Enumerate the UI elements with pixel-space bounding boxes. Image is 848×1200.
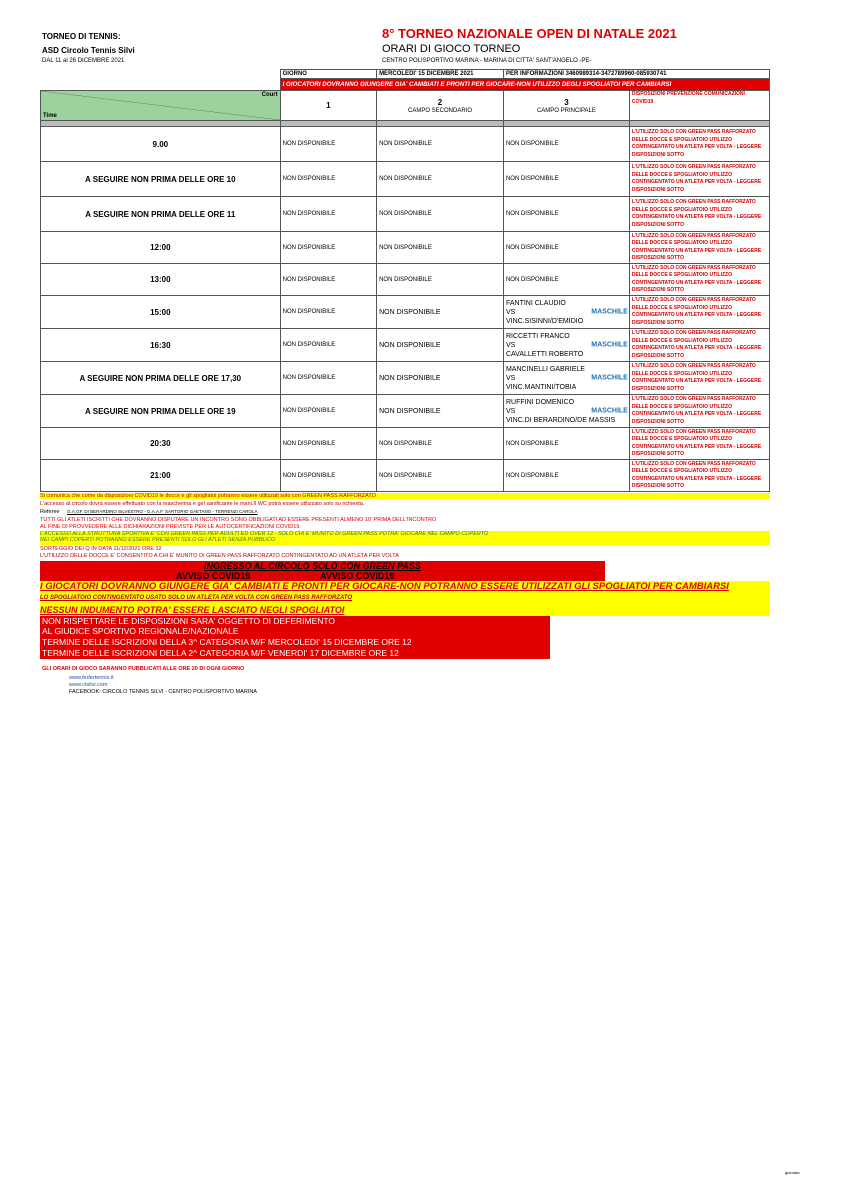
court-1-cell: NON DISPONIBILE [280, 395, 376, 428]
referee-line [40, 509, 770, 515]
covid-note-cell: L'UTILIZZO SOLO CON GREEN PASS RAFFORZATO DELLE DOCCE E SPOGLIATOIO UTILIZZO CONTINGENTATO UN ATLETA PER VOLTA - LEGGERE DISPOSIZIONI SOTTO [629, 428, 769, 460]
court-2-cell: NON DISPONIBILE [377, 395, 504, 428]
court-2-cell: NON DISPONIBILE [377, 428, 504, 460]
category-label: MASCHILE [591, 341, 628, 349]
court-2-number: 2 [437, 97, 443, 107]
note-dichiarazioni: AL FINE DI PROVVEDERE ALLE DICHIARAZIONI PREVISTE PER LE AUTOCERTIFICAZIONI COVID19. [40, 524, 301, 530]
table-row [41, 264, 770, 296]
category-label: MASCHILE [591, 374, 628, 382]
page-title: 8° TORNEO NAZIONALE OPEN DI NATALE 2021 [382, 26, 677, 41]
table-row [41, 197, 770, 232]
indumento-band: NESSUN INDUMENTO POTRA' ESSERE LASCIATO NEGLI SPOGLIATOI [40, 605, 770, 616]
time-label: Time [43, 113, 57, 119]
court-3-header [503, 91, 629, 121]
slot-time: A SEGUIRE NON PRIMA DELLE ORE 11 [41, 197, 281, 232]
avviso-covid-1: AVVISO COVID19 [176, 571, 251, 581]
giorno-label: GIORNO [282, 71, 307, 77]
venue: CENTRO POLISPORTIVO MARINA - MARINA DI CITTA' SANT'ANGELO -PE- [382, 58, 592, 64]
red-notice-row [41, 79, 770, 91]
court-3-cell: NON DISPONIBILE [503, 197, 629, 232]
schedule-table [40, 69, 770, 492]
slot-time: 16:30 [41, 329, 281, 362]
covid-note-cell: L'UTILIZZO SOLO CON GREEN PASS RAFFORZATO DELLE DOCCE E SPOGLIATOIO UTILIZZO CONTINGENTATO UN ATLETA PER VOLTA - LEGGERE DISPOSIZIONI SOTTO [629, 232, 769, 264]
covid-note-cell: L'UTILIZZO SOLO CON GREEN PASS RAFFORZATO DELLE DOCCE E SPOGLIATOIO UTILIZZO CONTINGENTATO UN ATLETA PER VOLTA - LEGGERE DISPOSIZIONI SOTTO [629, 329, 769, 362]
covid-note-cell: L'UTILIZZO SOLO CON GREEN PASS RAFFORZATO DELLE DOCCE E SPOGLIATOIO UTILIZZO CONTINGENTATO UN ATLETA PER VOLTA - LEGGERE DISPOSIZIONI SOTTO [629, 127, 769, 162]
note-docce: L'UTILIZZO DELLE DOCCE E' CONSENTITO A CHI E' MUNITO DI GREEN PASS RAFFORZATO CONTINGENTATO AD UN ATLETA PER VOLTA [40, 553, 399, 559]
court-3-cell [503, 362, 629, 395]
referee-label: Referee [40, 509, 60, 515]
court-3-cell: NON DISPONIBILE [503, 127, 629, 162]
referee-names: G.A.GF. DI BERARDINO SILVESTRO - G.A.A.F. SARTORIO GAETANO - TERRENZI CAROLA [67, 509, 258, 514]
ingresso-text: INGRESSO AL CIRCOLO SOLO CON GREEN PASS [204, 561, 421, 571]
note-accesso-box [40, 531, 770, 545]
slot-time: 15:00 [41, 296, 281, 329]
court-1-header [280, 91, 376, 121]
court-2-cell: NON DISPONIBILE [377, 460, 504, 492]
covid-note-cell: L'UTILIZZO SOLO CON GREEN PASS RAFFORZATO DELLE DOCCE E SPOGLIATOIO UTILIZZO CONTINGENTATO UN ATLETA PER VOLTA - LEGGERE DISPOSIZIONI SOTTO [629, 162, 769, 197]
court-1-cell: NON DISPONIBILE [280, 162, 376, 197]
diagonal-divider [41, 91, 280, 120]
court-2-header [377, 91, 504, 121]
slot-time: 12:00 [41, 232, 281, 264]
slot-time: A SEGUIRE NON PRIMA DELLE ORE 10 [41, 162, 281, 197]
court-2-cell: NON DISPONIBILE [377, 264, 504, 296]
category-label: MASCHILE [591, 407, 628, 415]
covid-note-cell: L'UTILIZZO SOLO CON GREEN PASS RAFFORZATO DELLE DOCCE E SPOGLIATOIO UTILIZZO CONTINGENTATO UN ATLETA PER VOLTA - LEGGERE DISPOSIZIONI SOTTO [629, 264, 769, 296]
table-row [41, 329, 770, 362]
note-campi-coperti: NEI CAMPI COPERTI POTRANNO ESSERE PRESENTI SOLO GLI ATLETI SENZA PUBBLICO [40, 537, 276, 543]
court-3-cell [503, 296, 629, 329]
player-name: VINC.MANTINI/TOBIA [505, 383, 577, 391]
slot-time: 13:00 [41, 264, 281, 296]
versus-label: VS [505, 374, 516, 382]
slot-time: 21:00 [41, 460, 281, 492]
court-2-cell: NON DISPONIBILE [377, 197, 504, 232]
covid-note-cell: L'UTILIZZO SOLO CON GREEN PASS RAFFORZATO DELLE DOCCE E SPOGLIATOIO UTILIZZO CONTINGENTATO UN ATLETA PER VOLTA - LEGGERE DISPOSIZIONI SOTTO [629, 197, 769, 232]
giungere-band: I GIOCATORI DOVRANNO GIUNGERE GIA' CAMBIATI E PRONTI PER GIOCARE-NON POTRANNO ESSERE UTILIZZATI GLI SPOGLIATOI PER CAMBIARSI [40, 581, 770, 595]
spogliatoio-band: LO SPOGLIATOIO CONTINGENTATO USATO SOLO UN ATLETA PER VOLTA CON GREEN PASS RAFFORZATO [40, 595, 770, 605]
court-3-cell: NON DISPONIBILE [503, 428, 629, 460]
termine-2-cat: TERMINE DELLE ISCRIZIONI DELLA 2^ CATEGORIA M/F VENERDI' 17 DICEMBRE ORE 12 [42, 648, 399, 658]
ingresso-band [40, 561, 605, 581]
court-2-cell: NON DISPONIBILE [377, 232, 504, 264]
slot-time: 20:30 [41, 428, 281, 460]
court-3-sub: CAMPO PRINCIPALE [536, 107, 596, 114]
covid-note-cell: L'UTILIZZO SOLO CON GREEN PASS RAFFORZATO DELLE DOCCE E SPOGLIATOIO UTILIZZO CONTINGENTATO UN ATLETA PER VOLTA - LEGGERE DISPOSIZIONI SOTTO [629, 362, 769, 395]
covid-note-cell: L'UTILIZZO SOLO CON GREEN PASS RAFFORZATO DELLE DOCCE E SPOGLIATOIO UTILIZZO CONTINGENTATO UN ATLETA PER VOLTA - LEGGERE DISPOSIZIONI SOTTO [629, 460, 769, 492]
court-2-cell: NON DISPONIBILE [377, 362, 504, 395]
page-subtitle: ORARI DI GIOCO TORNEO [382, 43, 521, 55]
court-1-cell: NON DISPONIBILE [280, 296, 376, 329]
court-3-number: 3 [564, 97, 569, 107]
footer-facebook: FACEBOOK: CIRCOLO TENNIS SILVI - CENTRO POLISPORTIVO MARINA [69, 689, 257, 695]
court-1-cell: NON DISPONIBILE [280, 197, 376, 232]
court-1-cell: NON DISPONIBILE [280, 127, 376, 162]
table-row [41, 460, 770, 492]
player-name: RUFFINI DOMENICO [505, 398, 575, 406]
covid-header: DISPOSIZIONI PREVENZIONE COMUNICAZIONI COVID19 [629, 91, 769, 121]
court-2-sub: CAMPO SECONDARIO [408, 107, 473, 114]
court-2-cell: NON DISPONIBILE [377, 127, 504, 162]
tournament-dates: DAL 11 al 26 DICEMBRE 2021 [42, 58, 125, 64]
court-1-cell: NON DISPONIBILE [280, 428, 376, 460]
court-2-cell: NON DISPONIBILE [377, 329, 504, 362]
court-3-cell: NON DISPONIBILE [503, 264, 629, 296]
page-footer-mark: giornata [785, 1170, 800, 1175]
table-row [41, 232, 770, 264]
player-name: VINC.DI BERARDINO/DE MASSIS [505, 416, 616, 424]
player-name: MANCINELLI GABRIELE [505, 365, 585, 373]
slot-time: A SEGUIRE NON PRIMA DELLE ORE 19 [41, 395, 281, 428]
table-row [41, 296, 770, 329]
giorno-value: MERCOLEDI' 15 DICEMBRE 2021 [379, 71, 474, 77]
deferimento-line2: AL GIUDICE SPORTIVO REGIONALE/NAZIONALE [42, 626, 239, 636]
court-3-cell [503, 395, 629, 428]
player-name: FANTINI CLAUDIO [505, 299, 566, 307]
table-row [41, 428, 770, 460]
info-row [41, 70, 770, 79]
link-ctsilvi[interactable]: www.ctsilvi.com [69, 682, 108, 688]
org-line2: ASD Circolo Tennis Silvi [42, 46, 135, 55]
table-row [41, 395, 770, 428]
court-3-cell: NON DISPONIBILE [503, 460, 629, 492]
versus-label: VS [505, 308, 516, 316]
court-time-header [41, 91, 281, 121]
org-line1: TORNEO DI TENNIS: [42, 32, 121, 41]
table-row [41, 362, 770, 395]
player-name: VINC.SISINNI/D'EMIDIO [505, 317, 584, 325]
court-2-cell: NON DISPONIBILE [377, 162, 504, 197]
table-row [41, 127, 770, 162]
red-notice: I GIOCATORI DOVRANNO GIUNGERE GIA' CAMBIATI E PRONTI PER GIOCARE-NON UTILIZZO DEGLI SPOGLIATOI PER CAMBIARSI [280, 79, 769, 91]
category-label: MASCHILE [591, 308, 628, 316]
info-phone: PER INFORMAZIONI 3460989314-3472789960-085930741 [505, 71, 667, 77]
versus-label: VS [505, 407, 516, 415]
note-mascherina: L'accesso al circolo dovrà essere effettuato con la mascherina e gel sanificante le mani.Il WC potrà essere utilizzato solo su richiesta. [40, 501, 365, 507]
deferimento-box [40, 616, 550, 659]
court-1-cell: NON DISPONIBILE [280, 460, 376, 492]
covid-note-cell: L'UTILIZZO SOLO CON GREEN PASS RAFFORZATO DELLE DOCCE E SPOGLIATOIO UTILIZZO CONTINGENTATO UN ATLETA PER VOLTA - LEGGERE DISPOSIZIONI SOTTO [629, 395, 769, 428]
note-greenpass: Si comunica che come da disposizioni COVID19 le docce e gli spogliatoi potranno essere utilizzati solo con GREEN PASS RAFFORZATO [40, 493, 770, 499]
court-3-cell: NON DISPONIBILE [503, 162, 629, 197]
avviso-covid-2: AVVISO COVID19 [320, 571, 395, 581]
table-row [41, 162, 770, 197]
slot-time: 9.00 [41, 127, 281, 162]
note-presenti: TUTTI GLI ATLETI ISCRITTI CHE DOVRANNO DISPUTARE UN INCONTRO SONO OBBLIGATI AD ESSERE PRESENTI ALMENO 10' PRIMA DELL'INCONTRO [40, 517, 437, 523]
court-3-cell: NON DISPONIBILE [503, 232, 629, 264]
player-name: RICCETTI FRANCO [505, 332, 570, 340]
court-1-cell: NON DISPONIBILE [280, 329, 376, 362]
note-sorteggio: SORTEGGIO DEI Q IN DATA 11/12/2021 ORE 12 [40, 546, 162, 552]
court-1-cell: NON DISPONIBILE [280, 362, 376, 395]
note-accesso: L'ACCESSO ALLA STRUTTURA SPORTIVA E' CON GREEN PASS PER ADULTI ED OVER 12 - SOLO CHI E' MUNITO DI GREEN PASS POTRA' GIOCARE NEL CAMPO COPERTO [40, 531, 489, 537]
versus-label: VS [505, 341, 516, 349]
court-2-cell: NON DISPONIBILE [377, 296, 504, 329]
termine-3-cat: TERMINE DELLE ISCRIZIONI DELLA 3^ CATEGORIA M/F MERCOLEDI' 15 DICEMBRE ORE 12 [42, 637, 412, 647]
slot-time: A SEGUIRE NON PRIMA DELLE ORE 17,30 [41, 362, 281, 395]
court-1-number: 1 [326, 100, 331, 110]
deferimento-line1: NON RISPETTARE LE DISPOSIZIONI SARA' OGGETTO DI DEFERIMENTO [42, 616, 336, 626]
link-federtennis[interactable]: www.federtennis.it [69, 675, 114, 681]
court-header-row [41, 91, 770, 121]
court-label: Court [261, 92, 278, 98]
court-3-cell [503, 329, 629, 362]
court-1-cell: NON DISPONIBILE [280, 232, 376, 264]
footer-orari: GLI ORARI DI GIOCO SARANNO PUBBLICATI ALLE ORE 20 DI OGNI GIORNO [42, 666, 245, 672]
covid-note-cell: L'UTILIZZO SOLO CON GREEN PASS RAFFORZATO DELLE DOCCE E SPOGLIATOIO UTILIZZO CONTINGENTATO UN ATLETA PER VOLTA - LEGGERE DISPOSIZIONI SOTTO [629, 296, 769, 329]
player-name: CAVALLETTI ROBERTO [505, 350, 584, 358]
court-1-cell: NON DISPONIBILE [280, 264, 376, 296]
